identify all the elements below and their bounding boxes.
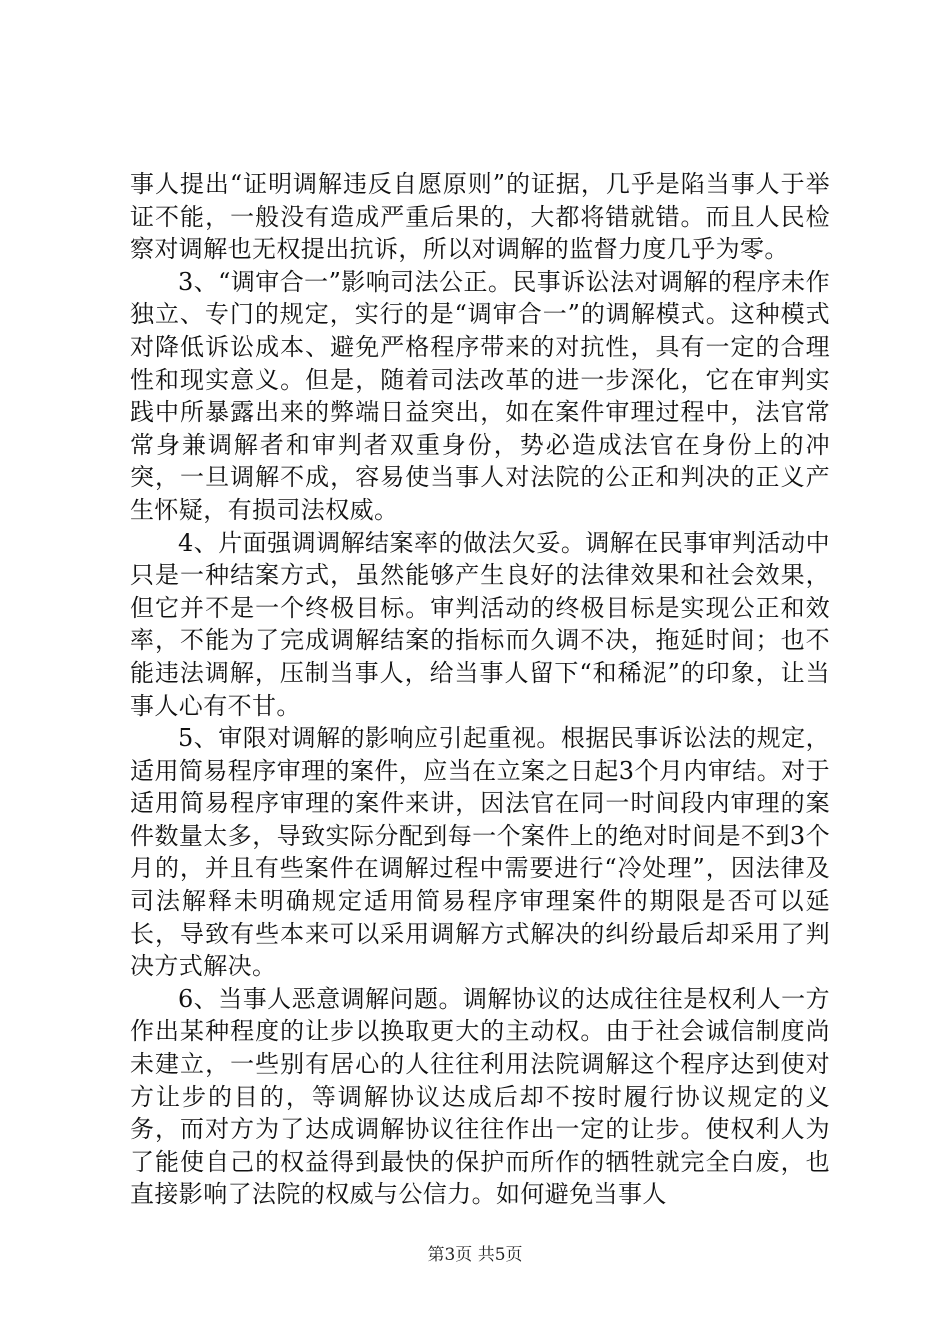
paragraph-item-6: 6、当事人恶意调解问题。调解协议的达成往往是权利人一方作出某种程度的让步以换取更大的主动权。由于社会诚信制度尚未建立，一些别有居心的人往往利用法院调解这个程序达到使对方让步的目的，等调解协议达成后却不按时履行协议规定的义务，而对方为了达成调解协议往往作出一定的让步。使权利人为了能使自己的权益得到最快的保护而所作的牺牲就完全白废，也直接影响了法院的权威与公信力。如何避免当事人 [130, 984, 830, 1209]
document-body [130, 168, 830, 1211]
paragraph-continuation: 事人提出“证明调解违反自愿原则”的证据，几乎是陷当事人于举证不能，一般没有造成严重后果的，大都将错就错。而且人民检察对调解也无权提出抗诉，所以对调解的监督力度几乎为零。 [130, 170, 830, 264]
page-footer: 第3页 共5页 [427, 1245, 523, 1265]
paragraph-item-5: 5、审限对调解的影响应引起重视。根据民事诉讼法的规定，适用简易程序审理的案件，应当在立案之日起3个月内审结。对于适用简易程序审理的案件来讲，因法官在同一时间段内审理的案件数量太多，导致实际分配到每一个案件上的绝对时间是不到3个月的，并且有些案件在调解过程中需要进行“冷处理”，因法律及司法解释未明确规定适用简易程序审理案件的期限是否可以延长，导致有些本来可以采用调解方式解决的纠纷最后却采用了判决方式解决。 [130, 724, 830, 981]
paragraph-item-3: 3、“调审合一”影响司法公正。民事诉讼法对调解的程序未作独立、专门的规定，实行的是“调审合一”的调解模式。这种模式对降低诉讼成本、避免严格程序带来的对抗性，具有一定的合理性和现实意义。但是，随着司法改革的进一步深化，它在审判实践中所暴露出来的弊端日益突出，如在案件审理过程中，法官常常身兼调解者和审判者双重身份，势必造成法官在身份上的冲突，一旦调解不成，容易使当事人对法院的公正和判决的正义产生怀疑，有损司法权威。 [130, 267, 830, 524]
paragraph-item-4: 4、片面强调调解结案率的做法欠妥。调解在民事审判活动中只是一种结案方式，虽然能够产生良好的法律效果和社会效果，但它并不是一个终极目标。审判活动的终极目标是实现公正和效率，不能为了完成调解结案的指标而久调不决，拖延时间；也不能违法调解，压制当事人，给当事人留下“和稀泥”的印象，让当事人心有不甘。 [130, 528, 830, 720]
